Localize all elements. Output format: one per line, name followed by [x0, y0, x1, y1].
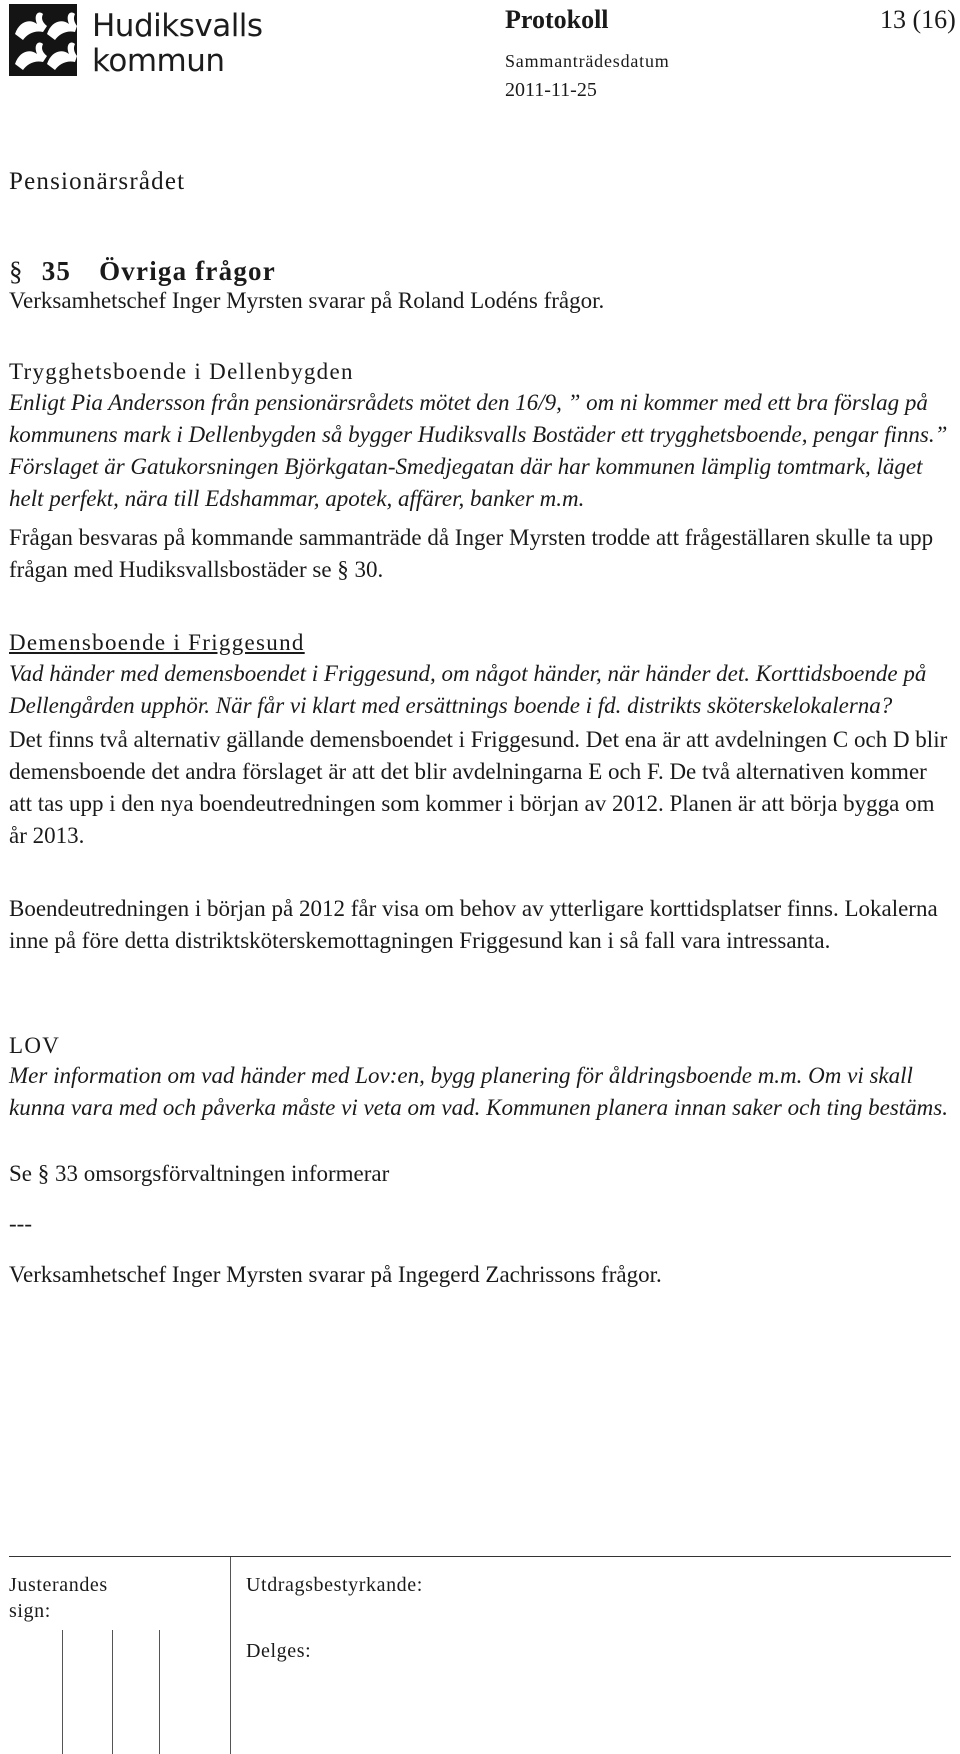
answer-lov: Se § 33 omsorgsförvaltningen informerar [9, 1161, 390, 1186]
delges-label: Delges: [246, 1640, 312, 1662]
signature-line-2 [112, 1630, 113, 1754]
question-lov: Mer information om vad händer med Lov:en, bygg planering för åldringsboende m.m. Om vi skall kunna vara med och påverka måste vi veta om vad. Kommunen planera innan saker och ting bestäms. [9, 1063, 948, 1120]
intro-paragraph: Verksamhetschef Inger Myrsten svarar på Roland Lodéns frågor. [9, 288, 605, 313]
outro-paragraph: Verksamhetschef Inger Myrsten svarar på Ingegerd Zachrissons frågor. [9, 1262, 662, 1287]
justerandes-sign-label: Justerandes sign: [9, 1574, 108, 1622]
signature-line-1 [62, 1630, 63, 1754]
page-number: 13 (16) [880, 5, 956, 34]
section-number: 35 [41, 256, 72, 286]
subheading-trygghetsboende: Trygghetsboende i Dellenbygden [9, 359, 354, 384]
subheading-demensboende: Demensboende i Friggesund [9, 630, 305, 655]
answer-demensboende-2: Boendeutredningen i början på 2012 får visa om behov av ytterligare korttidsplatser finns. Lokalerna inne på före detta distriktsköterskemottagningen Friggesund kan i så fall vara intressanta. [9, 896, 938, 953]
committee-name: Pensionärsrådet [9, 168, 186, 195]
signature-line-4 [230, 1557, 231, 1754]
meeting-date-label: Sammanträdesdatum [505, 51, 670, 71]
question-demensboende: Vad händer med demensboendet i Friggesund, om något händer, när händer det. Korttidsboende på Dellengården upphör. När får vi klart med ersättnings boende i fd. distrikts sköterskelokalerna? [9, 661, 927, 718]
municipality-logo-mark [9, 4, 77, 76]
subheading-lov: LOV [9, 1033, 61, 1058]
answer-trygghetsboende: Frågan besvaras på kommande sammanträde då Inger Myrsten trodde att frågeställaren skulle ta upp frågan med Hudiksvallsbostäder se § 30. [9, 525, 934, 582]
meeting-date: 2011-11-25 [505, 79, 597, 101]
signature-line-3 [159, 1630, 160, 1754]
question-trygghetsboende: Enligt Pia Andersson från pensionärsrådets mötet den 16/9, ” om ni kommer med ett bra förslag på kommunens mark i Dellenbygden så bygger Hudiksvalls Bostäder ett trygghetsboende, pengar finns.” Förslaget är Gatukorsningen Björkgatan-Smedjegatan där har kommunen lämplig tomtmark, läget helt perfekt, nära till Edshammar, apotek, affärer, banker m.m. [9, 390, 948, 511]
section-symbol: § [9, 256, 24, 286]
utdragsbestyrkande-label: Utdragsbestyrkande: [246, 1574, 423, 1596]
goat-emblem-icon [9, 4, 77, 76]
answer-demensboende-1: Det finns två alternativ gällande demensboendet i Friggesund. Det ena är att avdelningen C och D blir demensboende det andra förslaget är att det blir avdelningarna E och F. De två alternativen kommer att tas upp i den nya boendeutredningen som kommer i början av 2012. Planen är att börja bygga om år 2013. [9, 727, 948, 848]
separator-dashes: --- [9, 1211, 32, 1236]
section-title: Övriga frågor [99, 256, 276, 286]
municipality-logo-text: Hudiksvalls kommun [92, 8, 263, 79]
footer-divider [9, 1556, 951, 1557]
section-heading [9, 256, 276, 287]
document-type-title: Protokoll [505, 5, 609, 34]
